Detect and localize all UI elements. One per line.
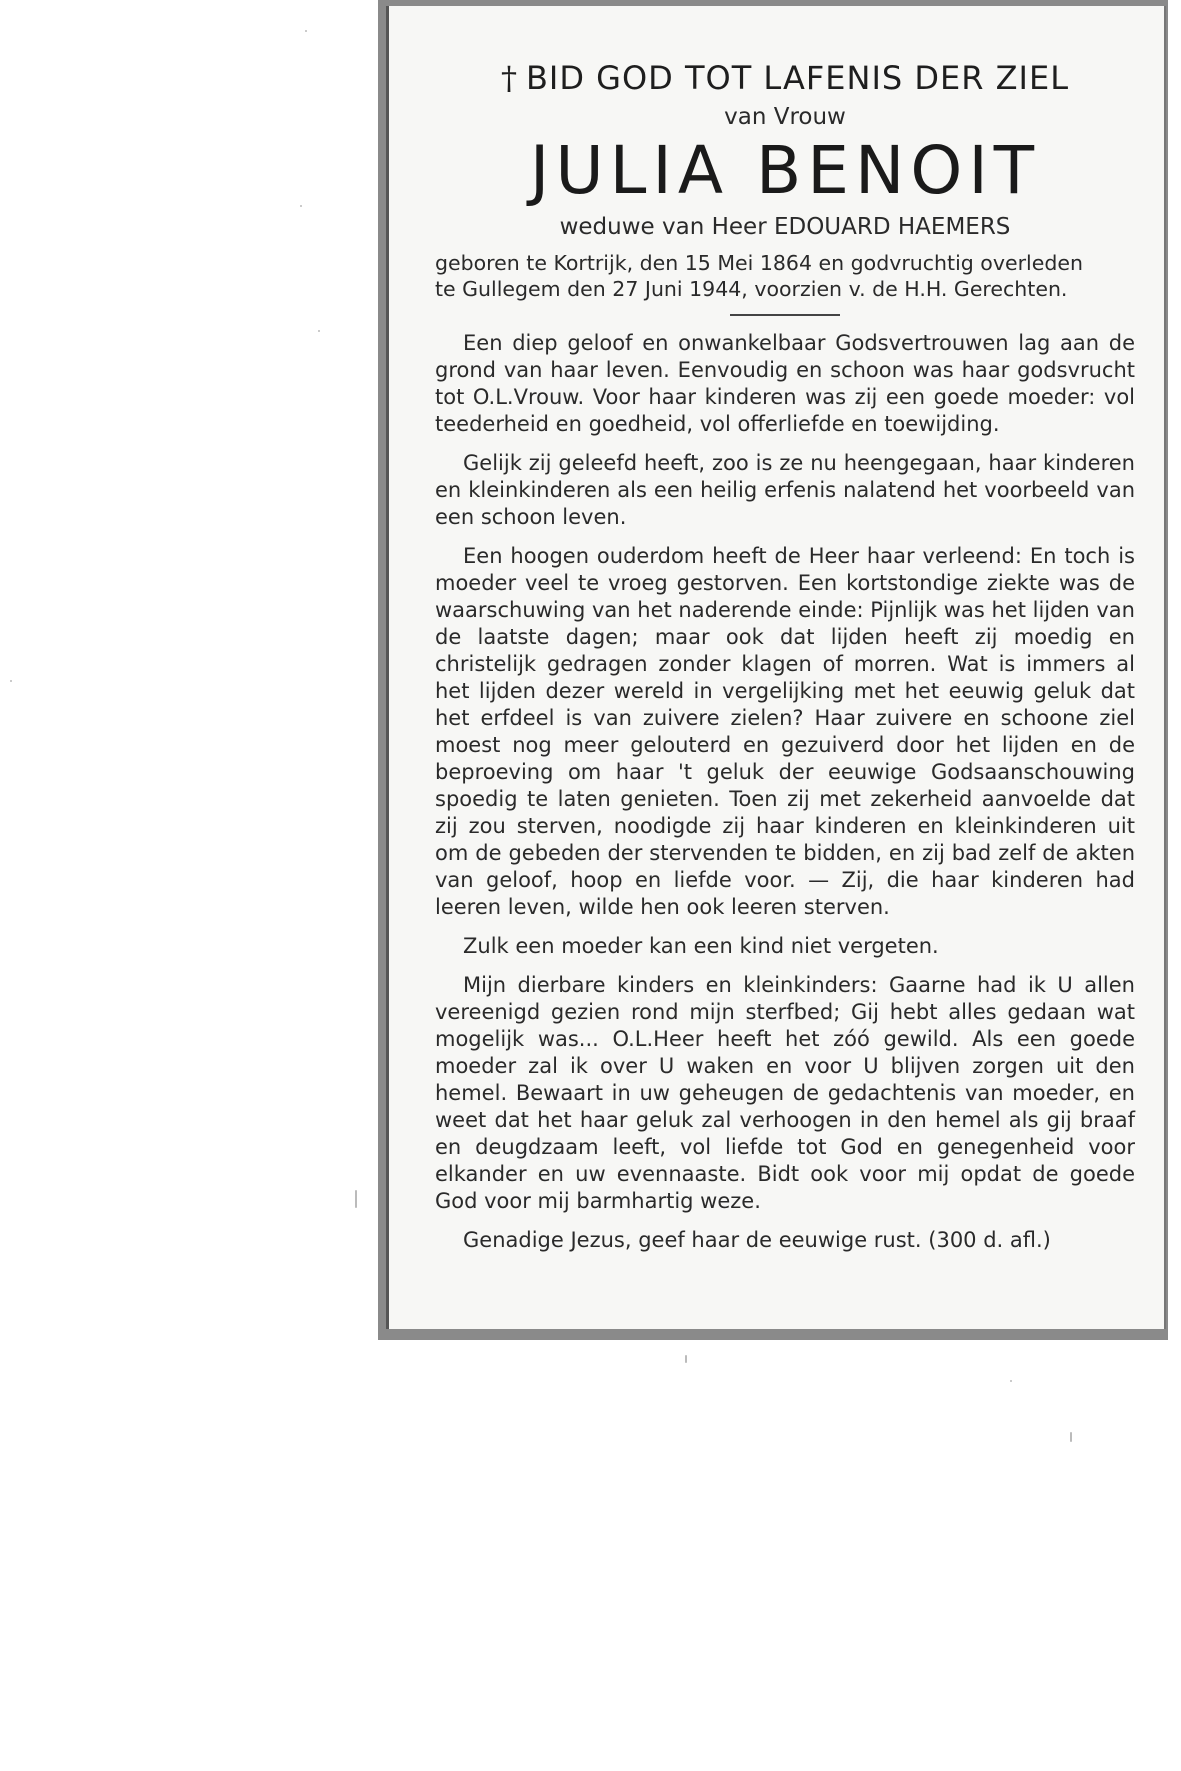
dates-line-2: te Gullegem den 27 Juni 1944, voorzien v. de H.H. Gerechten. bbox=[435, 277, 1068, 301]
scan-speck bbox=[685, 1355, 687, 1363]
closing-prayer: Genadige Jezus, geef haar de eeuwige rust. (300 d. afl.) bbox=[463, 1228, 1051, 1252]
divider-rule bbox=[730, 314, 840, 316]
memorial-card bbox=[386, 6, 1166, 1329]
scan-speck bbox=[355, 1190, 357, 1208]
title-prefix: van Vrouw bbox=[724, 104, 846, 130]
prayer-header-text: BID GOD TOT LAFENIS DER ZIEL bbox=[525, 59, 1070, 97]
scan-speck bbox=[300, 205, 302, 207]
dates-line-1: geboren te Kortrijk, den 15 Mei 1864 en godvruchtig overleden bbox=[435, 251, 1083, 275]
paragraph-remembrance: Zulk een moeder kan een kind niet vergeten. bbox=[463, 934, 939, 958]
card-content bbox=[435, 54, 1135, 1266]
scan-speck bbox=[1070, 1432, 1072, 1442]
widow-line: weduwe van Heer EDOUARD HAEMERS bbox=[559, 214, 1011, 240]
paragraph-illness: Een hoogen ouderdom heeft de Heer haar verleend: En toch is moeder veel te vroeg gestorven. Een kortstondige ziekte was de waarschuwing van het naderende einde: Pijnlijk was het lijden van de laatste dagen; maar ook dat lijden heeft zij moedig en christelijk gedragen zonder klagen of morren. Wat is immers al het lijden dezer wereld in vergelijking met het eeuwig geluk dat het erfdeel is van zuivere zielen? Haar zuivere en schoone ziel moest nog meer gelouterd en gezuiverd door het lijden en de beproeving om haar 't geluk der eeuwige Godsaanschouwing spoedig te laten genieten. Toen zij met zekerheid aanvoelde dat zij zou sterven, noodigde zij haar kinderen en kleinkinderen uit om de gebeden der stervenden te bidden, en zij bad zelf de akten van geloof, hoop en liefde voor. — Zij, die haar kinderen had leeren leven, wilde hen ook leeren sterven. bbox=[435, 544, 1135, 919]
scan-speck bbox=[305, 30, 307, 32]
prayer-header bbox=[435, 54, 1135, 102]
paragraph-faith: Een diep geloof en onwankelbaar Godsvertrouwen lag aan de grond van haar leven. Eenvoudig en schoon was haar godsvrucht tot O.L.Vrouw. Voor haar kinderen was zij een goede moeder: vol teederheid en goedheid, vol offerliefde en toewijding. bbox=[435, 331, 1135, 436]
scan-speck bbox=[10, 680, 12, 682]
deceased-name: JULIA BENOIT bbox=[529, 132, 1041, 209]
cross-icon: † bbox=[500, 59, 518, 97]
scan-speck bbox=[318, 330, 320, 332]
paragraph-legacy: Gelijk zij geleefd heeft, zoo is ze nu heengegaan, haar kinderen en kleinkinderen als een heilig erfenis nalatend het voorbeeld van een schoon leven. bbox=[435, 451, 1135, 529]
paragraph-farewell: Mijn dierbare kinders en kleinkinders: Gaarne had ik U allen vereenigd gezien rond mijn sterfbed; Gij hebt alles gedaan wat mogelijk was... O.L.Heer heeft het zóó gewild. Als een goede moeder zal ik over U waken en voor U blijven zorgen uit den hemel. Bewaart in uw geheugen de gedachtenis van moeder, en weet dat het haar geluk zal verhoogen in den hemel als gij braaf en deugdzaam leeft, vol liefde tot God en genegenheid voor elkander en uw evennaaste. Bidt ook voor mij opdat de goede God voor mij barmhartig weze. bbox=[435, 973, 1135, 1213]
scan-speck bbox=[1010, 1380, 1012, 1382]
